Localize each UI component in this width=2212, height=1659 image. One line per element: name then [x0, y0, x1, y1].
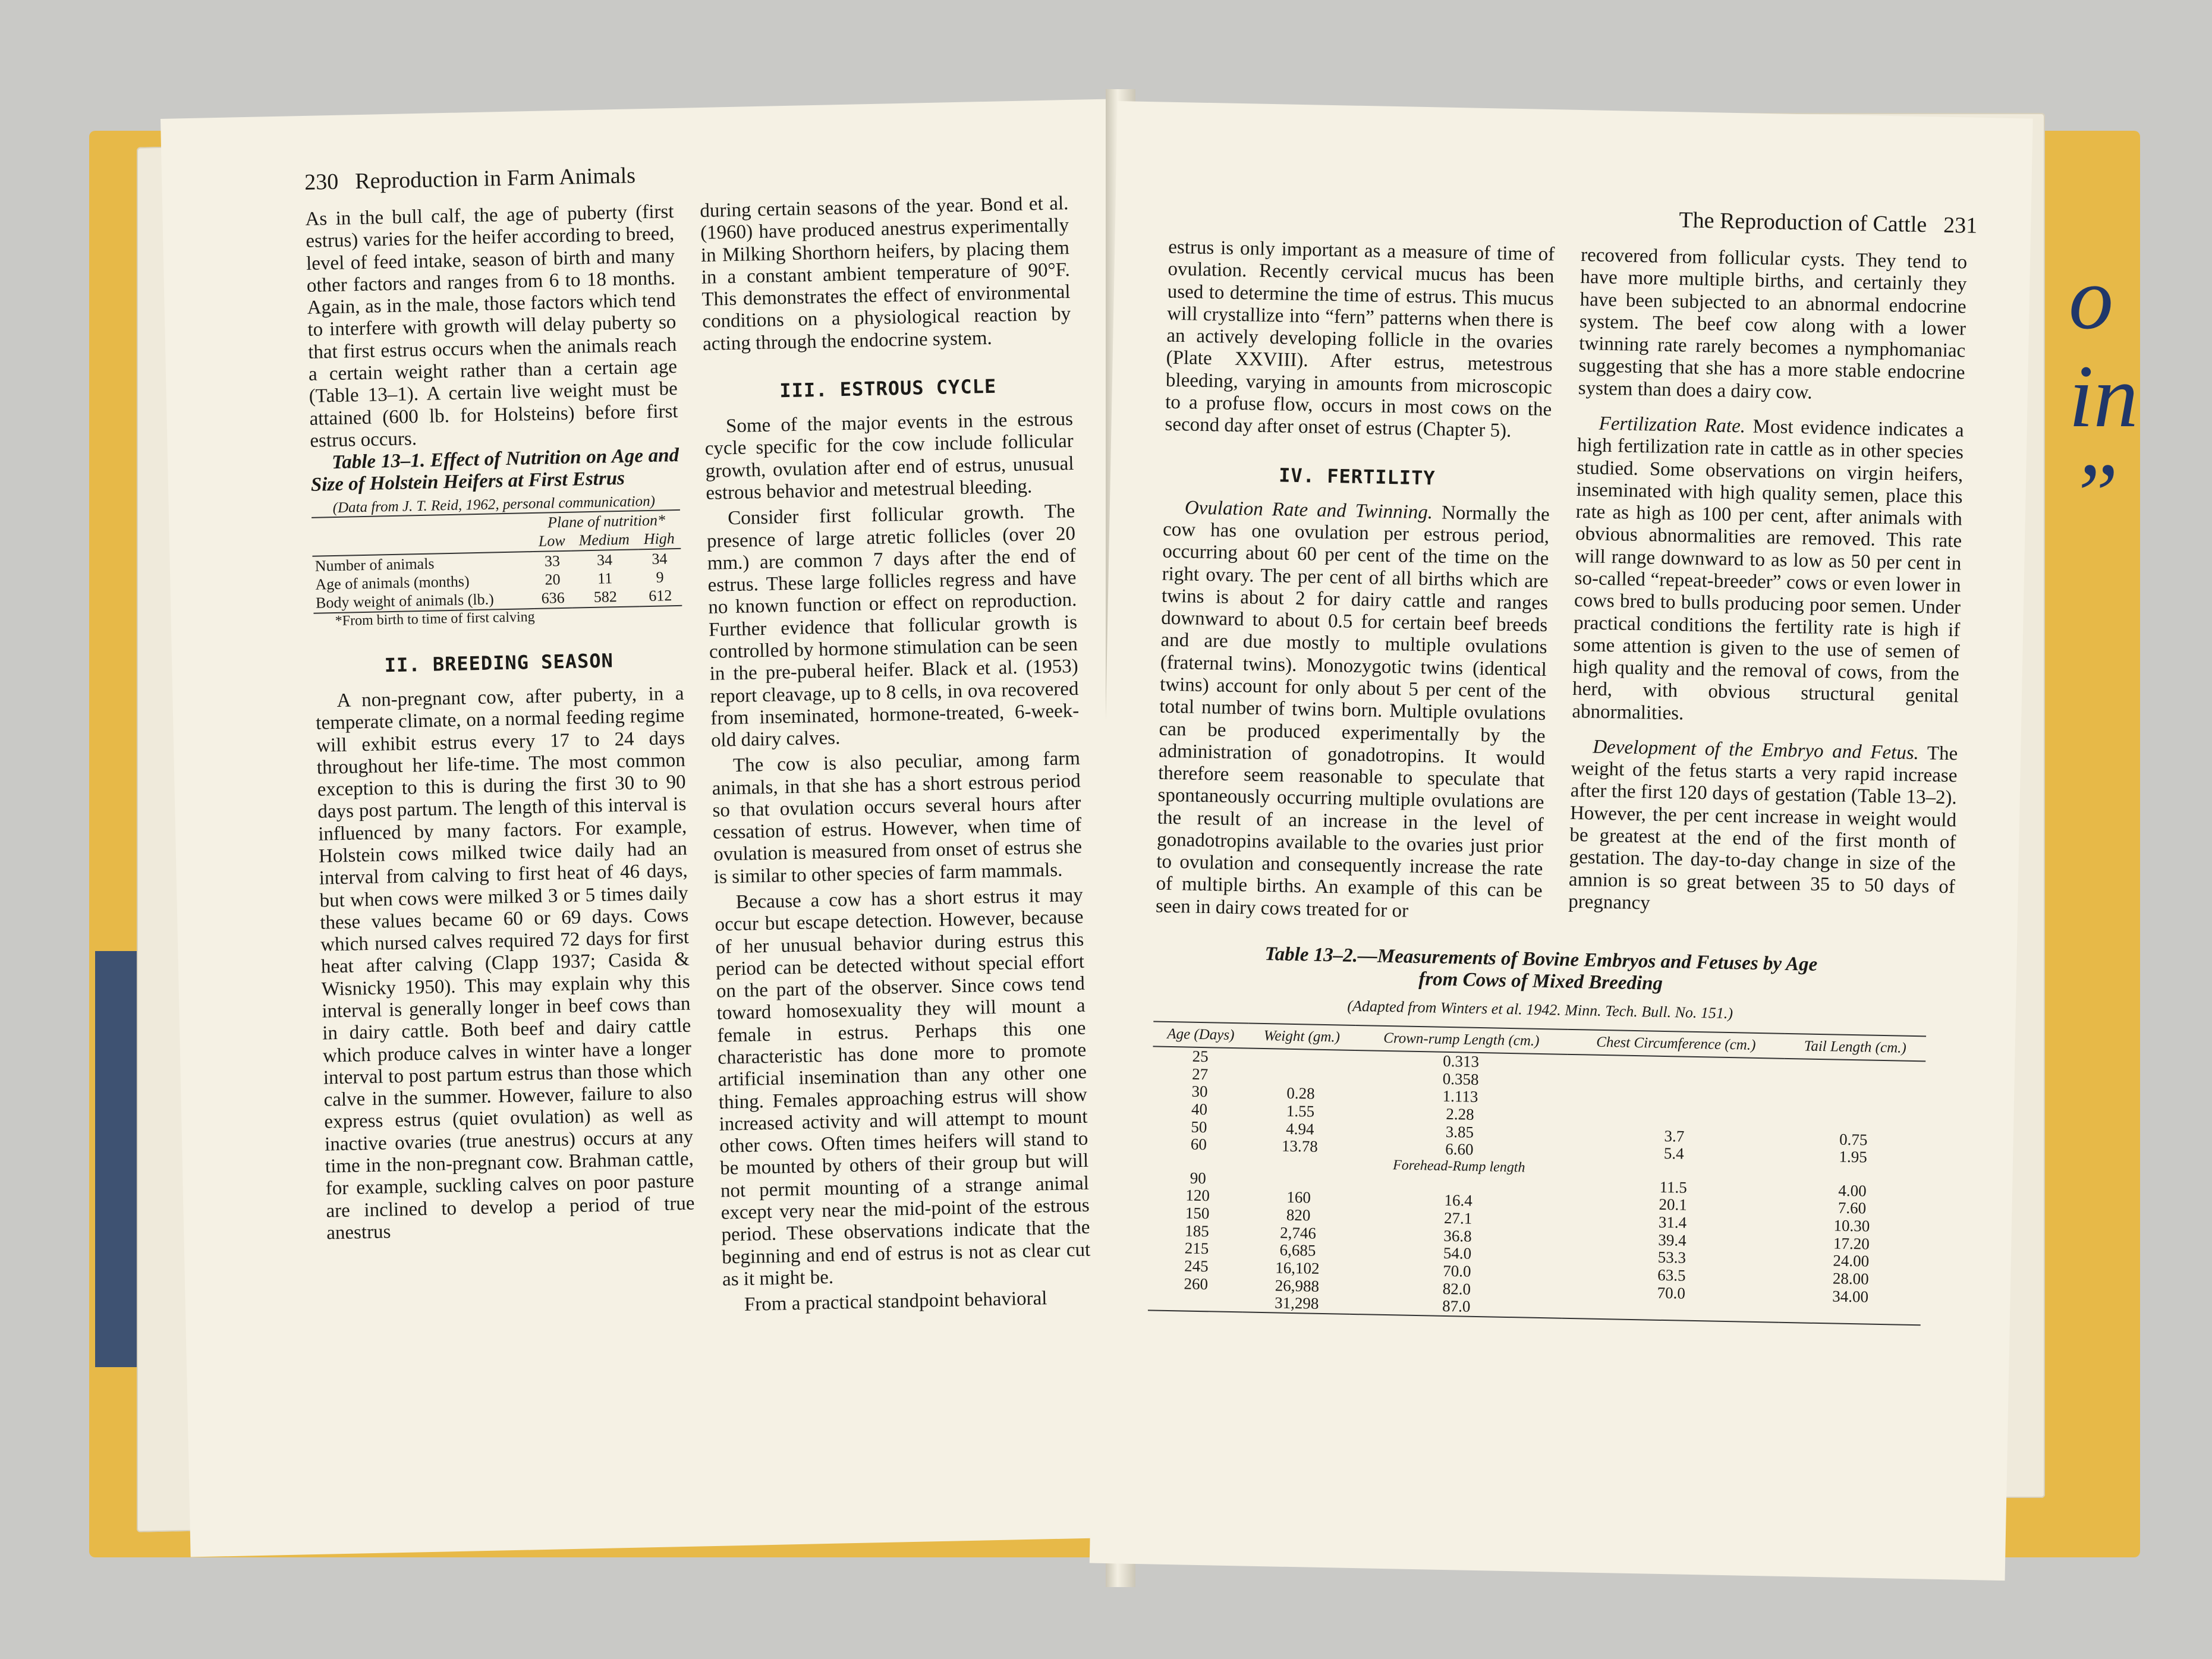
running-title: Reproduction in Farm Animals [354, 163, 636, 194]
table-cell: 28.00 [1832, 1269, 1869, 1288]
table-cell: 27.1 [1443, 1208, 1472, 1227]
cell: 9 [656, 568, 664, 586]
table-cell: 2.28 [1446, 1105, 1474, 1123]
row-label: Body weight of animals (lb.) [315, 590, 495, 612]
section-heading: IV. FERTILITY [1278, 463, 1436, 489]
table-cell: 1.55 [1286, 1101, 1315, 1120]
paragraph-text: The weight of the fetus starts a very rapid increase after the first 120 days of gestation (Table 13–2). However, the per cent increase in weight would be greatest at the end of the first month of gestation. The day-to-day change in size of the amnion is so great between 35 to 50 days of pregnancy [1568, 742, 1958, 914]
running-title: The Reproduction of Cattle [1679, 207, 1927, 238]
table-cell: 31,298 [1243, 1294, 1351, 1314]
paragraph [1568, 736, 1958, 921]
table-cell: 87.0 [1350, 1296, 1563, 1318]
table-cell [1148, 1292, 1244, 1312]
table-body-top [1151, 1046, 1925, 1167]
paragraph: recovered from follicular cysts. They tend to have more multiple births, and certainly they have been subjected to an abnormal endocrine system. The beef cow along with a lower twinning rate rarely becomes a nymphomaniac suggesting that she has a more stable endocrine system than does a dairy cow. [1578, 244, 1968, 404]
right-page [1090, 101, 2033, 1581]
paragraph-text: Most evidence indicates a high fertilization rate in cattle as in other species studied. Some observations on virgin heifers, inseminated with high quality semen, place this rate as high as 100 per cent, after animals with obvious abnormalities are removed. This rate will range downward to as low as 50 per cent in so-called “repeat-breeder” cows or even lower in cows bred to bulls producing poor semen. Under practical conditions the fertility rate is high if some attention is given to the use of semen of high quality and the removal of cows, from the herd, with obvious structural genital abnormalities. [1572, 415, 1964, 725]
table-cell: 70.0 [1657, 1283, 1686, 1302]
paragraph: As in the bull calf, the age of puberty (first estrus) varies for the heifer according to breed, level of feed intake, season of birth and many other factors and ranges from 6 to 18 months. Again, as in the male, those factors which tend to interfere with growth will delay puberty so that first estrus occurs when the animals reach a certain weight rather than a certain age (Table 13–1). A certain live weight must be attained (600 lb. for Holsteins) before first estrus occurs. [305, 200, 678, 452]
table-column-header: Weight (gm.) [1248, 1024, 1356, 1050]
table-cell: 24.00 [1833, 1251, 1870, 1270]
cell: 20 [545, 571, 561, 588]
table-cell: 150 [1185, 1204, 1210, 1223]
table-cell: 260 [1184, 1274, 1209, 1293]
cell: 636 [541, 589, 565, 607]
table-cell: 0.313 [1443, 1052, 1480, 1071]
left-column-1 [305, 201, 697, 1325]
paragraph: Consider first follicular growth. The presence of large atretic follicles (over 20 mm.) are common 7 days after the end of estrus. These large follicles regress and have no known function or effect on reproduction. Further evidence that follicular growth is controlled by hormone stimulation can be seen in the pre-puberal heifer. Black et al. (1953) report cleavage, up to 8 cells, in ova recovered from inseminated, hormone-treated, 6-week-old dairy calves. [706, 500, 1080, 751]
right-column-1 [1156, 237, 1555, 925]
table-cell: 185 [1185, 1222, 1210, 1240]
table-cell: 245 [1184, 1257, 1209, 1276]
table-cell: 54.0 [1443, 1244, 1472, 1263]
table-source: (Adapted from Winters et al. 1942. Minn. Tech. Bull. No. 151.) [1347, 997, 1733, 1022]
table-13-2 [1148, 941, 1928, 1326]
right-running-head [1169, 197, 1978, 239]
table-cell: 60 [1190, 1135, 1207, 1154]
table-title: from Cows of Mixed Breeding [1418, 968, 1663, 994]
table-cell [1245, 1170, 1353, 1190]
jacket-blue-band [95, 951, 143, 1367]
page-number: 230 [304, 169, 339, 195]
table-cell: 5.4 [1663, 1144, 1684, 1163]
right-column-2 [1568, 244, 1968, 933]
table-source: (Data from J. T. Reid, 1962, personal communication) [332, 493, 656, 516]
table-cell: 34.00 [1832, 1287, 1869, 1306]
table-column-header: Medium [578, 530, 630, 549]
paragraph: The cow is also peculiar, among farm animals, in that she has a short estrous period so that ovulation occurs several hours after cessation of estrus. However, when time of ovulation is measured from onset of estrus she is similar to other species of farm mammals. [712, 748, 1083, 888]
table-cell: 20.1 [1659, 1195, 1688, 1214]
table-cell: 27 [1191, 1065, 1209, 1083]
table-cell: 16,102 [1275, 1258, 1320, 1277]
table-cell: 13.78 [1281, 1137, 1319, 1156]
section-heading: III. ESTROUS CYCLE [779, 374, 997, 402]
table-cell [1783, 1094, 1925, 1115]
table-cell: 11.5 [1659, 1178, 1688, 1197]
cell: 11 [597, 569, 613, 587]
table-column-header: Tail Length (cm.) [1784, 1034, 1926, 1062]
table-cell: 215 [1184, 1239, 1209, 1258]
table-cell: 17.20 [1833, 1234, 1870, 1253]
table-cell: 16.4 [1444, 1191, 1473, 1210]
left-running-head [304, 153, 1090, 196]
table-cell [1562, 1300, 1779, 1323]
row-label: Age of animals (months) [315, 572, 470, 593]
paragraph [1572, 413, 1964, 730]
jacket-cover-lettering: o in ” [2069, 249, 2138, 544]
table-body-bottom [1148, 1169, 1923, 1325]
table-cell: 70.0 [1443, 1261, 1471, 1280]
table-cell: 7.60 [1837, 1198, 1867, 1217]
table-cell: 10.30 [1833, 1216, 1870, 1235]
paragraph: From a practical standpoint behavioral [744, 1287, 1047, 1315]
paragraph: Some of the major events in the estrous cycle specific for the cow include follicular growth, ovulation after end of estrus, unusual estrous behavior and metestrual bleeding. [704, 408, 1074, 504]
paragraph: A non-pregnant cow, after puberty, in a temperate climate, on a normal feeding regime will exhibit estrus every 17 to 24 days throughout her life-time. The most common exception to this is during the first 30 to 90 days post partum. The length of this interval is influenced by many factors. For example, Holstein cows milked twice daily had an interval from calving to first heat of 46 days, but when cows were milked 3 or 5 times daily these values became 60 or 69 days. Cows which nursed calves required 72 days for first heat after calving (Clapp 1937; Casida & Wisnicky 1950). This may explain why this interval is generally longer in beef cows than in dairy cattle. Both beef and dairy cattle which produce calves in winter have a longer interval to post partum estrus than those which calve in the summer. However, failure to also express estrus (quiet ovulation) as well as inactive ovaries (true anestrus) occurs at any time in the non-pregnant cow. Brahman cattle, for example, suckling calves on poor pasture are inclined to develop a period of true anestrus [315, 682, 695, 1244]
table-cell [1779, 1304, 1921, 1325]
table-cell [1247, 1066, 1355, 1086]
paragraph: during certain seasons of the year. Bond et al. (1960) have produced anestrus experimentally in Milking Shorthorn heifers, by placing them in a constant ambient temperature of 90°F. This demonstrates the effect of environmental conditions on a physiological reaction by acting through the endocrine system. [700, 193, 1071, 355]
table-cell: 36.8 [1443, 1226, 1472, 1245]
table-cell: 39.4 [1658, 1230, 1686, 1249]
table-title: Table 13–2.—Measurements of Bovine Embryos and Fetuses by Age [1264, 943, 1818, 975]
section-heading: II. BREEDING SEASON [384, 649, 614, 677]
table-cell: 53.3 [1657, 1248, 1686, 1267]
row-label: Number of animals [314, 555, 435, 575]
table-cell: 160 [1286, 1188, 1311, 1207]
table-cell: 40 [1191, 1100, 1208, 1119]
table-cell: 25 [1192, 1047, 1209, 1066]
table-cell [1784, 1059, 1925, 1079]
table-cell: 1.113 [1442, 1087, 1478, 1106]
cell: 34 [652, 549, 668, 568]
table-cell: 2,746 [1279, 1223, 1317, 1242]
table-subheading: Forehead-Rump length [1392, 1157, 1525, 1176]
embryo-measurements-table [1148, 1021, 1926, 1326]
table-column-header: Crown-rump Length (cm.) [1355, 1025, 1568, 1054]
table-cell: 1.95 [1839, 1148, 1868, 1166]
table-column-header: Age (Days) [1153, 1021, 1248, 1048]
left-page [161, 99, 1159, 1557]
table-cell: 0.75 [1839, 1130, 1868, 1149]
table-cell [1248, 1049, 1355, 1069]
table-footnote: *From birth to time of first calving [335, 609, 535, 629]
table-column-header: High [643, 530, 675, 548]
table-cell: 0.28 [1286, 1084, 1315, 1103]
cell: 582 [593, 588, 618, 606]
paragraph [1156, 496, 1550, 925]
table-cell: 4.94 [1286, 1119, 1314, 1138]
paragraph: estrus is only important as a measure of time of ovulation. Recently cervical mucus has been used to determine the time of estrus. This mucus will crystallize into “fern” patterns when there is an actively developing follicle in the ovaries (Plate XXVIII). After estrus, metestrous bleeding, varying in amounts from microscopic to a profuse flow, occurs in most cows on the second day after onset of estrus (Chapter 5). [1165, 236, 1555, 442]
table-cell: 0.358 [1442, 1069, 1479, 1088]
table-column-header: Low [538, 532, 565, 550]
table-cell: 3.7 [1664, 1126, 1685, 1145]
table-cell: 30 [1191, 1082, 1208, 1101]
table-title: Table 13–1. Effect of Nutrition on Age and Size of Holstein Heifers at First Estrus [310, 444, 679, 496]
table-cell: 820 [1286, 1205, 1311, 1224]
run-in-heading: Ovulation Rate and Twinning. [1184, 496, 1433, 523]
run-in-heading: Development of the Embryo and Fetus. [1592, 736, 1920, 764]
table-cell: 120 [1185, 1186, 1210, 1205]
table-cell [1783, 1077, 1925, 1097]
table-group-header: Plane of nutrition* [547, 511, 666, 531]
table-column-header: Chest Circumference (cm.) [1568, 1030, 1785, 1059]
paragraph: Because a cow has a short estrus it may occur but escape detection. However, because of her unusual behavior during estrus this period can be detected without special effort on the part of the observer. Since cows tend toward homosexuality they will mount a female in estrus. Perhaps this one characteristic has done more to promote artificial insemination than any other one thing. Females approaching estrus will show increased activity and will attempt to mount other cows. Often times heifers will stand to be mounted by others of their group but will not permit mounting of a strange animal except very near the mid-point of the estrous period. These observations indicate that the beginning and end of estrus is not as clear cut as it might be. [715, 884, 1091, 1290]
table-cell: 26,988 [1275, 1276, 1320, 1295]
page-number: 231 [1943, 212, 1978, 238]
cell: 33 [544, 552, 561, 570]
table-cell: 82.0 [1442, 1279, 1471, 1298]
cell: 34 [596, 550, 613, 569]
table-cell: 63.5 [1657, 1266, 1686, 1285]
run-in-heading: Fertilization Rate. [1599, 413, 1746, 437]
left-column-2 [700, 193, 1091, 1317]
paragraph-text: Normally the cow has one ovulation per estrous period, occurring about 60 per cent of the time on the right ovary. The per cent of all births which are twins is about 2 for dairy cattle and ranges downward to about 0.5 for certain beef breeds and are due mostly to multiple ovulations (fraternal twins). Monozygotic twins (identical twins) account for only about 5 per cent of the total number of twins born. Multiple ovulations can be produced experimentally by the administration of gonadotropins. It would therefore seem reasonable to speculate that spontaneously occurring multiple ovulations are the result of an increase in the level of gonadotropins available to the ovaries just prior to ovulation and consequently increase the rate of multiple births. An example of this can be seen in dairy cows treated for or [1155, 502, 1550, 922]
table-cell: 50 [1191, 1117, 1207, 1136]
table-cell: 6.60 [1445, 1140, 1474, 1159]
table-cell: 3.85 [1445, 1122, 1474, 1141]
nutrition-table [311, 509, 682, 614]
table-cell: 6,685 [1279, 1241, 1316, 1260]
table-cell: 90 [1190, 1169, 1207, 1187]
table-cell: 4.00 [1838, 1181, 1867, 1200]
table-cell [1783, 1112, 1924, 1132]
table-13-1 [310, 445, 682, 630]
table-cell: 31.4 [1658, 1213, 1687, 1232]
cell: 612 [648, 587, 672, 605]
